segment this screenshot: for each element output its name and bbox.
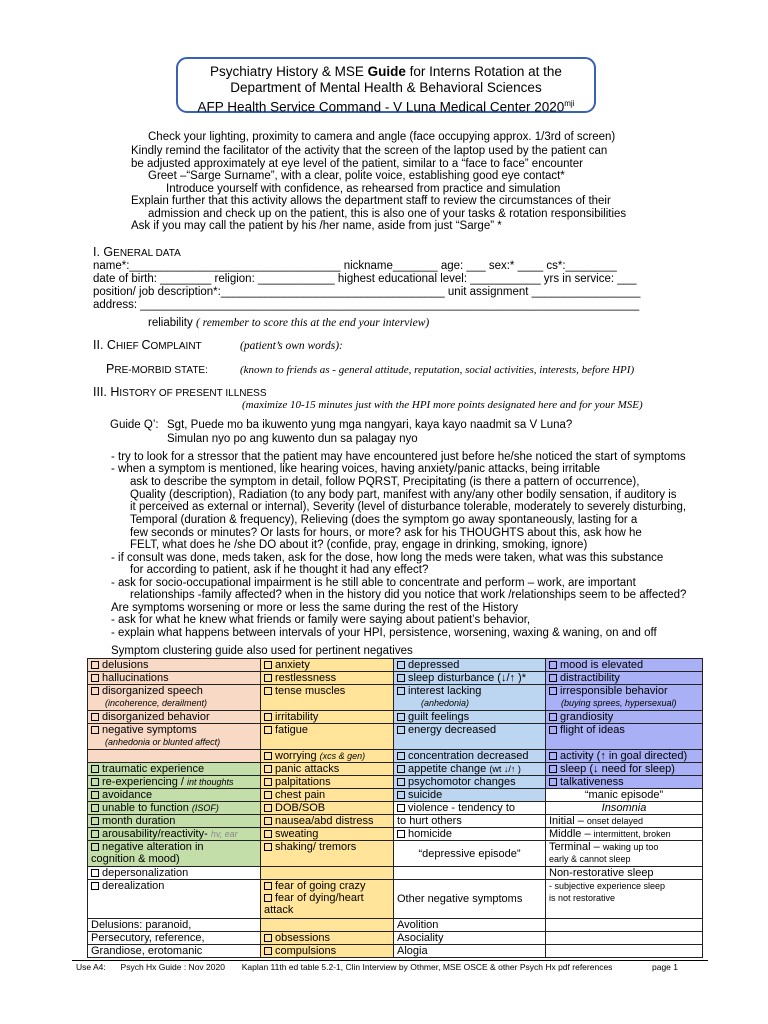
title-box [176, 57, 596, 113]
table-row: avoidance chest pain suicide “manic episode” [88, 789, 703, 802]
intro-line-5: Introduce yourself with confidence, as rehearsed from practice and simulation [166, 183, 561, 195]
checkbox[interactable] [91, 869, 99, 877]
checkbox[interactable] [91, 778, 99, 786]
hpi-note: (maximize 10-15 minutes just with the HPI more points designated here and for your MSE) [242, 399, 643, 411]
table-row: re-experiencing / int thoughts palpitations psychomotor changes talkativeness [88, 776, 703, 789]
checkbox[interactable] [264, 687, 272, 695]
table-row: unable to function (ISOF) DOB/SOB violence - tendency to Insomnia [88, 802, 703, 815]
hpi-bullet-13: Are symptoms worsening or more or less the same during the rest of the History [111, 602, 519, 614]
table-row: arousability/reactivity- hv, ear sweating homicide Middle – intermittent, broken [88, 828, 703, 841]
hpi-bullet-2: - when a symptom is mentioned, like hearing voices, having anxiety/panic attacks, being irritable [111, 463, 600, 475]
hpi-bullet-10: for according to patient, ask if he thought it had any effect? [130, 564, 429, 576]
general-data-line-3: position/ job description*:___________________________________ unit assignment _________________ [93, 286, 641, 298]
checkbox[interactable] [264, 778, 272, 786]
checkbox[interactable] [264, 804, 272, 812]
checkbox[interactable] [549, 765, 557, 773]
table-row: disorganized speech (incoherence, derailment) tense muscles interest lacking (anhedonia) irresponsible behavior (buying sprees, hypersexual) [88, 685, 703, 711]
table-row: derealization fear of going crazy fear of dying/heart attack Other negative symptoms - subjective experience sleep is not restorative [88, 880, 703, 919]
table-row: Persecutory, reference, obsessions Asociality [88, 932, 703, 945]
checkbox[interactable] [264, 713, 272, 721]
checkbox[interactable] [397, 765, 405, 773]
hpi-bullet-8: FELT, what does he /she DO about it? (confide, pray, engage in drinking, smoking, ignore) [130, 539, 588, 551]
checkbox[interactable] [91, 830, 99, 838]
table-row: negative alteration in cognition & mood) shaking/ tremors “depressive episode” Terminal – waking up too early & cannot sleep [88, 841, 703, 867]
checkbox[interactable] [91, 726, 99, 734]
chief-complaint-note: (patient’s own words): [240, 340, 343, 352]
checkbox[interactable] [397, 830, 405, 838]
checkbox[interactable] [264, 934, 272, 942]
footer [76, 962, 612, 972]
checkbox[interactable] [264, 817, 272, 825]
checkbox[interactable] [264, 661, 272, 669]
checkbox[interactable] [264, 674, 272, 682]
hpi-bullet-1: - try to look for a stressor that the patient may have encountered just before he/she noticed the start of symptoms [111, 451, 686, 463]
checkbox[interactable] [397, 713, 405, 721]
general-data-heading: I. GENERAL DATA [93, 245, 181, 259]
hpi-bullet-3: ask to describe the symptom in detail, follow PQRST, Precipitating (is there a pattern of occurrence), [130, 476, 640, 488]
checkbox[interactable] [264, 882, 272, 890]
intro-line-8: Ask if you may call the patient by his /her name, aside from just “Sarge” * [131, 220, 502, 232]
checkbox[interactable] [397, 674, 405, 682]
guide-label: Guide Q’: [110, 419, 159, 431]
checkbox[interactable] [264, 726, 272, 734]
checkbox[interactable] [397, 778, 405, 786]
footer-guide: Psych Hx Guide : Nov 2020 [120, 962, 225, 972]
checkbox[interactable] [264, 843, 272, 851]
hpi-bullet-4: Quality (description), Radiation (to any body part, manifest with any/any other bodily sensation, if auditory is [130, 489, 677, 501]
checkbox[interactable] [549, 674, 557, 682]
checkbox[interactable] [264, 947, 272, 955]
general-data-line-4: address: ______________________________________________________________________________ [93, 299, 640, 311]
hpi-bullet-5: it perceived as external or internal), Severity (level of disturbance tolerable, moderately to severely disturbing, [130, 501, 687, 513]
table-row: traumatic experience panic attacks appetite change (wt ↓/↑ ) sleep (↓ need for sleep) [88, 763, 703, 776]
checkbox[interactable] [264, 791, 272, 799]
checkbox[interactable] [549, 687, 557, 695]
table-row: disorganized behavior irritability guilt feelings grandiosity [88, 711, 703, 724]
intro-line-1: Check your lighting, proximity to camera and angle (face occupying approx. 1/3rd of screen) [148, 131, 616, 143]
reliability-line: reliability ( remember to score this at the end your interview) [148, 317, 430, 329]
checkbox[interactable] [549, 713, 557, 721]
table-row: negative symptoms (anhedonia or blunted affect) fatigue energy decreased flight of ideas [88, 724, 703, 750]
chief-complaint-heading: II. CHIEF COMPLAINT [93, 338, 202, 352]
checkbox[interactable] [91, 817, 99, 825]
checkbox[interactable] [91, 882, 99, 890]
table-row: hallucinations restlessness sleep disturbance (↓/↑ )* distractibility [88, 672, 703, 685]
cluster-title: Symptom clustering guide also used for pertinent negatives [111, 645, 413, 657]
checkbox[interactable] [91, 765, 99, 773]
checkbox[interactable] [549, 726, 557, 734]
hpi-bullet-9: - if consult was done, meds taken, ask for the dose, how long the meds were taken, what was this substance [111, 552, 664, 564]
intro-line-2: Kindly remind the facilitator of the activity that the screen of the laptop used by the patient can [131, 145, 608, 157]
checkbox[interactable] [549, 778, 557, 786]
general-data-line-1: name*:_________________________________ nickname_______ age: ___ sex:* ____ cs*:________ [93, 260, 617, 272]
hpi-bullet-12: relationships -family affected? when in the history did you notice that work /relationships seem to be affected? [130, 589, 687, 601]
checkbox[interactable] [264, 752, 272, 760]
checkbox[interactable] [397, 687, 405, 695]
table-row: worrying (xcs & gen) concentration decreased activity (↑ in goal directed) [88, 750, 703, 763]
intro-line-3: be adjusted approximately at eye level of the patient, similar to a “face to face” encounter [131, 158, 583, 170]
symptom-cluster-table [87, 658, 703, 958]
checkbox[interactable] [91, 713, 99, 721]
footer-rule [72, 960, 708, 961]
guide-question-2: Simulan nyo po ang kuwento dun sa palagay nyo [167, 433, 418, 445]
checkbox[interactable] [91, 661, 99, 669]
hpi-bullet-7: few seconds or minutes? Or lasts for hours, or more? ask for his THOUGHTS about this, ask how he [130, 527, 642, 539]
hpi-bullet-15: - explain what happens between intervals of your HPI, persistence, worsening, waxing & waning, on and off [111, 627, 657, 639]
premorbid-label: PRE-MORBID STATE: [106, 362, 208, 376]
checkbox[interactable] [264, 894, 272, 902]
table-row: Delusions: paranoid, Avolition [88, 919, 703, 932]
intro-line-6: Explain further that this activity allows the department staff to review the circumstances of their [131, 195, 611, 207]
checkbox[interactable] [397, 752, 405, 760]
table-row: delusions anxiety depressed mood is elevated [88, 659, 703, 672]
footer-references: Kaplan 11th ed table 5.2-1, Clin Interview by Othmer, MSE OSCE & other Psych Hx pdf references [241, 962, 613, 972]
general-data-line-2: date of birth: ________ religion: ____________ highest educational level: ___________ yrs in service: ___ [93, 273, 637, 285]
guide-question-1: Sgt, Puede mo ba ikuwento yung mga nangyari, kaya kayo naadmit sa V Luna? [167, 419, 573, 431]
checkbox[interactable] [91, 804, 99, 812]
table-row: month duration nausea/abd distress to hurt others Initial – onset delayed [88, 815, 703, 828]
title-line-2: Department of Mental Health & Behavioral Sciences [230, 80, 542, 95]
table-row: Grandiose, erotomanic compulsions Alogia [88, 945, 703, 958]
title-line-3: AFP Health Service Command - V Luna Medical Center $2020^{mji}$ [197, 99, 575, 115]
checkbox[interactable] [91, 687, 99, 695]
checkbox[interactable] [91, 843, 99, 851]
checkbox[interactable] [397, 804, 405, 812]
checkbox[interactable] [91, 791, 99, 799]
intro-line-7: admission and check up on the patient, this is also one of your tasks & rotation responsibilities [148, 208, 627, 220]
intro-line-4: Greet –“Sarge Surname”, with a clear, polite voice, establishing good eye contact* [148, 170, 565, 182]
checkbox[interactable] [397, 726, 405, 734]
table-row: depersonalization Non-restorative sleep [88, 867, 703, 880]
premorbid-note: (known to friends as - general attitude, reputation, social activities, interests, before HPI) [240, 364, 635, 376]
checkbox[interactable] [549, 661, 557, 669]
checkbox[interactable] [397, 661, 405, 669]
checkbox[interactable] [549, 752, 557, 760]
hpi-heading: III. HISTORY OF PRESENT ILLNESS [93, 385, 267, 399]
checkbox[interactable] [397, 791, 405, 799]
checkbox[interactable] [264, 830, 272, 838]
checkbox[interactable] [264, 765, 272, 773]
hpi-bullet-14: - ask for what he knew what friends or family were saying about patient’s behavior, [111, 614, 531, 626]
footer-use: Use A4: [76, 962, 106, 972]
title-line-1: Psychiatry History & MSE Guide for Interns Rotation at the [210, 64, 562, 79]
footer-page-number: page 1 [652, 962, 678, 972]
checkbox[interactable] [91, 674, 99, 682]
hpi-bullet-6: Temporal (duration & frequency), Relieving (does the symptom go away spontaneously, lasting for a [130, 514, 638, 526]
hpi-bullet-11: - ask for socio-occupational impairment is he still able to concentrate and perform – work, are important [111, 577, 636, 589]
